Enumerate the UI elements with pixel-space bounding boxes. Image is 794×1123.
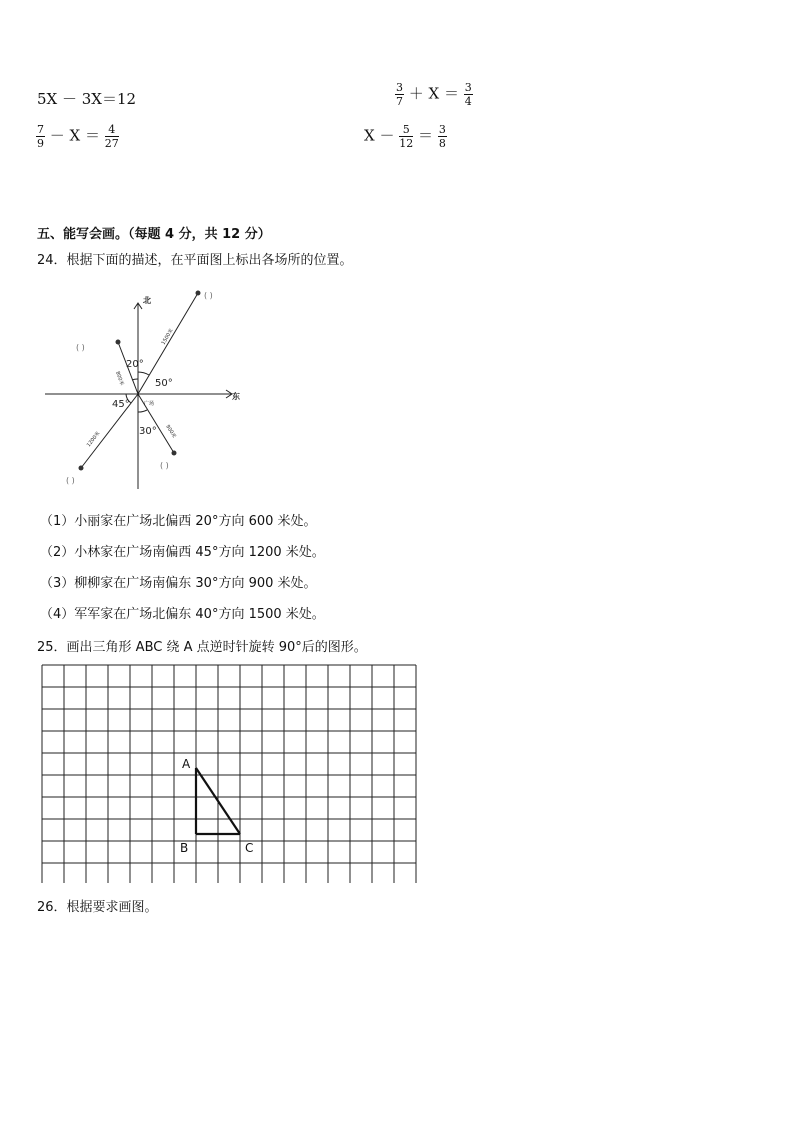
point [172, 451, 177, 456]
fraction: $\frac{3}{4}$ [464, 81, 472, 108]
equation-1: 5X － 3X＝12 [37, 90, 137, 108]
equation-operator: － X ＝ [49, 126, 100, 145]
fraction: $\frac{5}{12}$ [399, 123, 414, 150]
answer-blank: ( ) [204, 291, 213, 300]
question-26: 26．根据要求画图。 [37, 900, 158, 915]
fraction: $\frac{3}{7}$ [396, 81, 403, 108]
angle-arc [138, 372, 149, 375]
equation-operator: ＋ X ＝ [408, 84, 459, 103]
east-label: 东 [232, 392, 240, 401]
point [196, 291, 201, 296]
angle-arc [132, 379, 138, 380]
angle-label: 20° [126, 359, 144, 370]
question-24-item: （4）军军家在广场北偏东 40°方向 1500 米处。 [40, 607, 325, 622]
equation-operator: ＝ [418, 126, 434, 145]
angle-label: 45° [112, 399, 130, 410]
equation-2 [395, 82, 473, 107]
distance-label: 1500米 [160, 327, 175, 347]
question-24-item: （3）柳柳家在广场南偏东 30°方向 900 米处。 [40, 576, 317, 591]
fraction: $\frac{7}{9}$ [37, 123, 44, 150]
distance-label: 800米 [114, 370, 125, 387]
distance-label: 1200米 [85, 430, 102, 449]
angle-arc [138, 410, 147, 412]
point [116, 340, 121, 345]
rotation-grid [40, 663, 420, 883]
question-25: 25．画出三角形 ABC 绕 A 点逆时针旋转 90°后的图形。 [37, 640, 367, 655]
direction-diagram [40, 285, 250, 495]
equation-prefix: X － [364, 126, 395, 145]
angle-label: 30° [139, 426, 157, 437]
equation-4 [364, 124, 447, 149]
vertex-label-a: A [182, 757, 191, 771]
section-heading: 五、能写会画。（每题 4 分，共 12 分） [37, 227, 271, 242]
answer-blank: ( ) [76, 343, 85, 352]
distance-label: 900米 [164, 423, 178, 440]
vertex-label-b: B [180, 841, 189, 855]
answer-blank: ( ) [66, 476, 75, 485]
angle-label: 50° [155, 378, 173, 389]
equation-3 [36, 124, 119, 149]
question-24: 24．根据下面的描述，在平面图上标出各场所的位置。 [37, 253, 353, 268]
answer-blank: ( ) [160, 461, 169, 470]
question-24-item: （2）小林家在广场南偏西 45°方向 1200 米处。 [40, 545, 325, 560]
point [79, 466, 84, 471]
fraction: $\frac{3}{8}$ [438, 123, 446, 150]
vertex-label-c: C [245, 841, 254, 855]
fraction: $\frac{4}{27}$ [104, 123, 119, 150]
question-24-item: （1）小丽家在广场北偏西 20°方向 600 米处。 [40, 514, 317, 529]
square-label: 广场 [144, 401, 155, 407]
north-label: 北 [143, 296, 151, 305]
